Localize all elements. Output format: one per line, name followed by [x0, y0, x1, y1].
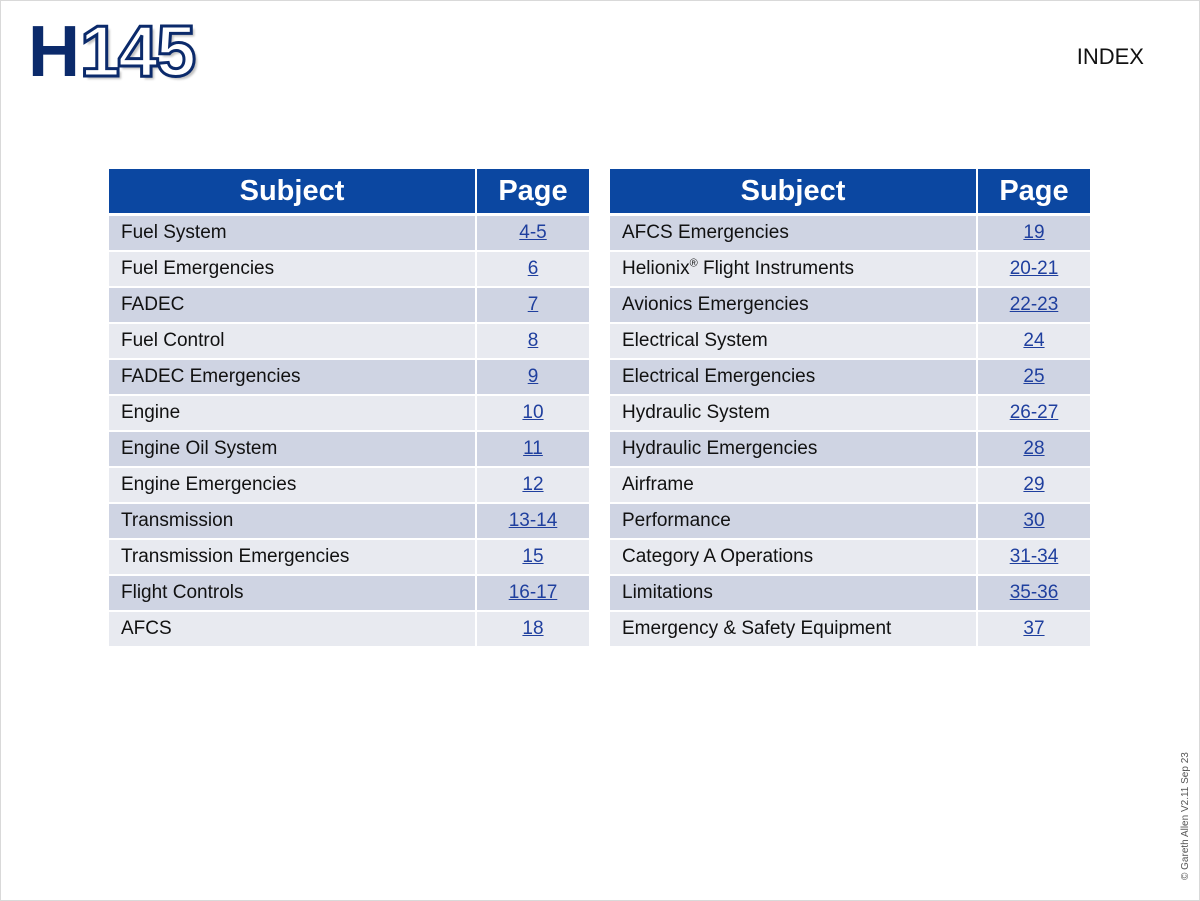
page-cell: [477, 468, 589, 504]
page-cell: [477, 252, 589, 288]
subject-text: AFCS: [121, 618, 172, 639]
page-link[interactable]: 12: [522, 474, 544, 495]
table-row: [610, 432, 1090, 468]
subject-cell: [610, 216, 978, 252]
table-row: [109, 288, 589, 324]
table-row: [610, 468, 1090, 504]
page-link[interactable]: 4-5: [519, 222, 547, 243]
table-row: [610, 612, 1090, 648]
page-link[interactable]: 18: [522, 618, 544, 639]
subject-text-rest: Flight Instruments: [697, 258, 854, 279]
subject-cell: [109, 252, 477, 288]
subject-text: Performance: [622, 510, 731, 531]
table-row: [109, 504, 589, 540]
page-link[interactable]: 35-36: [1009, 582, 1059, 603]
subject-text: Fuel System: [121, 222, 227, 243]
page-cell: [978, 288, 1090, 324]
subject-cell: [109, 468, 477, 504]
h145-logo: [28, 12, 195, 92]
subject-cell: [610, 396, 978, 432]
page-link[interactable]: 15: [522, 546, 544, 567]
page-link[interactable]: 26-27: [1009, 402, 1059, 423]
subject-text: Engine Emergencies: [121, 474, 297, 495]
subject-text: Transmission Emergencies: [121, 546, 350, 567]
page-cell: [477, 360, 589, 396]
page-cell: [978, 360, 1090, 396]
subject-cell: [109, 216, 477, 252]
subject-cell: [109, 612, 477, 648]
table-row: [109, 324, 589, 360]
subject-column-header: Subject: [109, 169, 477, 216]
subject-text: AFCS Emergencies: [622, 222, 789, 243]
page-link[interactable]: 31-34: [1009, 546, 1059, 567]
table-row: [109, 576, 589, 612]
page-cell: [978, 576, 1090, 612]
page-link[interactable]: 11: [523, 438, 543, 459]
index-table-left: [109, 169, 589, 648]
page-cell: [477, 288, 589, 324]
table-row: [109, 252, 589, 288]
table-row: [610, 360, 1090, 396]
subject-cell: [109, 576, 477, 612]
table-row: [610, 324, 1090, 360]
subject-cell: [610, 612, 978, 648]
table-row: [610, 576, 1090, 612]
subject-text: Airframe: [622, 474, 694, 495]
subject-text: Hydraulic Emergencies: [622, 438, 818, 459]
page-link[interactable]: 7: [527, 294, 539, 315]
table-row: [610, 504, 1090, 540]
logo-number: 145: [80, 12, 195, 92]
page-column-header: Page: [978, 169, 1090, 216]
page-cell: [978, 612, 1090, 648]
index-rows-right: [610, 216, 1090, 648]
page-link[interactable]: 24: [1023, 330, 1045, 351]
table-row: [610, 540, 1090, 576]
subject-cell: [109, 324, 477, 360]
page-link[interactable]: 25: [1023, 366, 1045, 387]
subject-text: FADEC: [121, 294, 185, 315]
page-link[interactable]: 37: [1023, 618, 1045, 639]
subject-column-header: Subject: [610, 169, 978, 216]
page-link[interactable]: 30: [1023, 510, 1045, 531]
subject-cell: [610, 324, 978, 360]
table-row: [109, 432, 589, 468]
subject-text: Helionix: [622, 258, 690, 279]
subject-cell: [109, 396, 477, 432]
page-cell: [978, 540, 1090, 576]
page-link[interactable]: 10: [522, 402, 544, 423]
page-cell: [477, 612, 589, 648]
page-cell: [978, 468, 1090, 504]
page-link[interactable]: 8: [527, 330, 539, 351]
page-cell: [978, 216, 1090, 252]
page-link[interactable]: 22-23: [1009, 294, 1059, 315]
table-row: [610, 288, 1090, 324]
page-cell: [978, 396, 1090, 432]
subject-cell: [109, 540, 477, 576]
page-link[interactable]: 6: [527, 258, 539, 279]
subject-cell: [610, 576, 978, 612]
subject-text: Fuel Control: [121, 330, 225, 351]
subject-text: Flight Controls: [121, 582, 244, 603]
page-link[interactable]: 19: [1023, 222, 1045, 243]
subject-cell: [610, 432, 978, 468]
registered-mark: ®: [689, 257, 698, 270]
table-row: [610, 216, 1090, 252]
table-row: [109, 216, 589, 252]
page-column-header: Page: [477, 169, 589, 216]
page-title: INDEX: [1076, 44, 1144, 69]
page-link[interactable]: 16-17: [508, 582, 558, 603]
subject-text: Electrical Emergencies: [622, 366, 816, 387]
page-cell: [477, 504, 589, 540]
table-row: [610, 396, 1090, 432]
subject-text: Emergency & Safety Equipment: [622, 618, 892, 639]
logo-letter: H: [28, 12, 78, 92]
copyright-notice: © Gareth Allen V2.11 Sep 23: [1180, 752, 1191, 880]
subject-text: Hydraulic System: [622, 402, 770, 423]
table-header-row: [610, 169, 1090, 216]
subject-cell: [109, 504, 477, 540]
table-row: [109, 396, 589, 432]
page-link[interactable]: 28: [1023, 438, 1045, 459]
subject-cell: [109, 288, 477, 324]
subject-cell: [109, 360, 477, 396]
subject-cell: [610, 252, 978, 288]
page-link[interactable]: 29: [1023, 474, 1045, 495]
subject-text: Category A Operations: [622, 546, 814, 567]
table-row: [109, 360, 589, 396]
page-link[interactable]: 20-21: [1009, 258, 1059, 279]
subject-text: Engine: [121, 402, 181, 423]
subject-text: Limitations: [622, 582, 713, 603]
table-row: [109, 612, 589, 648]
page-cell: [477, 576, 589, 612]
subject-text: Engine Oil System: [121, 438, 278, 459]
subject-text: Electrical System: [622, 330, 768, 351]
subject-cell: [610, 540, 978, 576]
table-header-row: [109, 169, 589, 216]
subject-text: Transmission: [121, 510, 234, 531]
subject-cell: [610, 468, 978, 504]
table-row: [109, 468, 589, 504]
page-link[interactable]: 9: [527, 366, 539, 387]
subject-cell: [610, 504, 978, 540]
subject-text: FADEC Emergencies: [121, 366, 301, 387]
index-table-right: [610, 169, 1090, 648]
page-cell: [477, 216, 589, 252]
subject-cell: [610, 288, 978, 324]
page-cell: [978, 324, 1090, 360]
page-cell: [477, 432, 589, 468]
page-cell: [477, 540, 589, 576]
table-row: [610, 252, 1090, 288]
subject-text: Fuel Emergencies: [121, 258, 275, 279]
subject-text: Avionics Emergencies: [622, 294, 809, 315]
page-cell: [477, 324, 589, 360]
page-cell: [978, 432, 1090, 468]
table-row: [109, 540, 589, 576]
page-cell: [978, 252, 1090, 288]
index-rows-left: [109, 216, 589, 648]
page-cell: [477, 396, 589, 432]
page-link[interactable]: 13-14: [508, 510, 558, 531]
subject-cell: [109, 432, 477, 468]
page-cell: [978, 504, 1090, 540]
subject-cell: [610, 360, 978, 396]
